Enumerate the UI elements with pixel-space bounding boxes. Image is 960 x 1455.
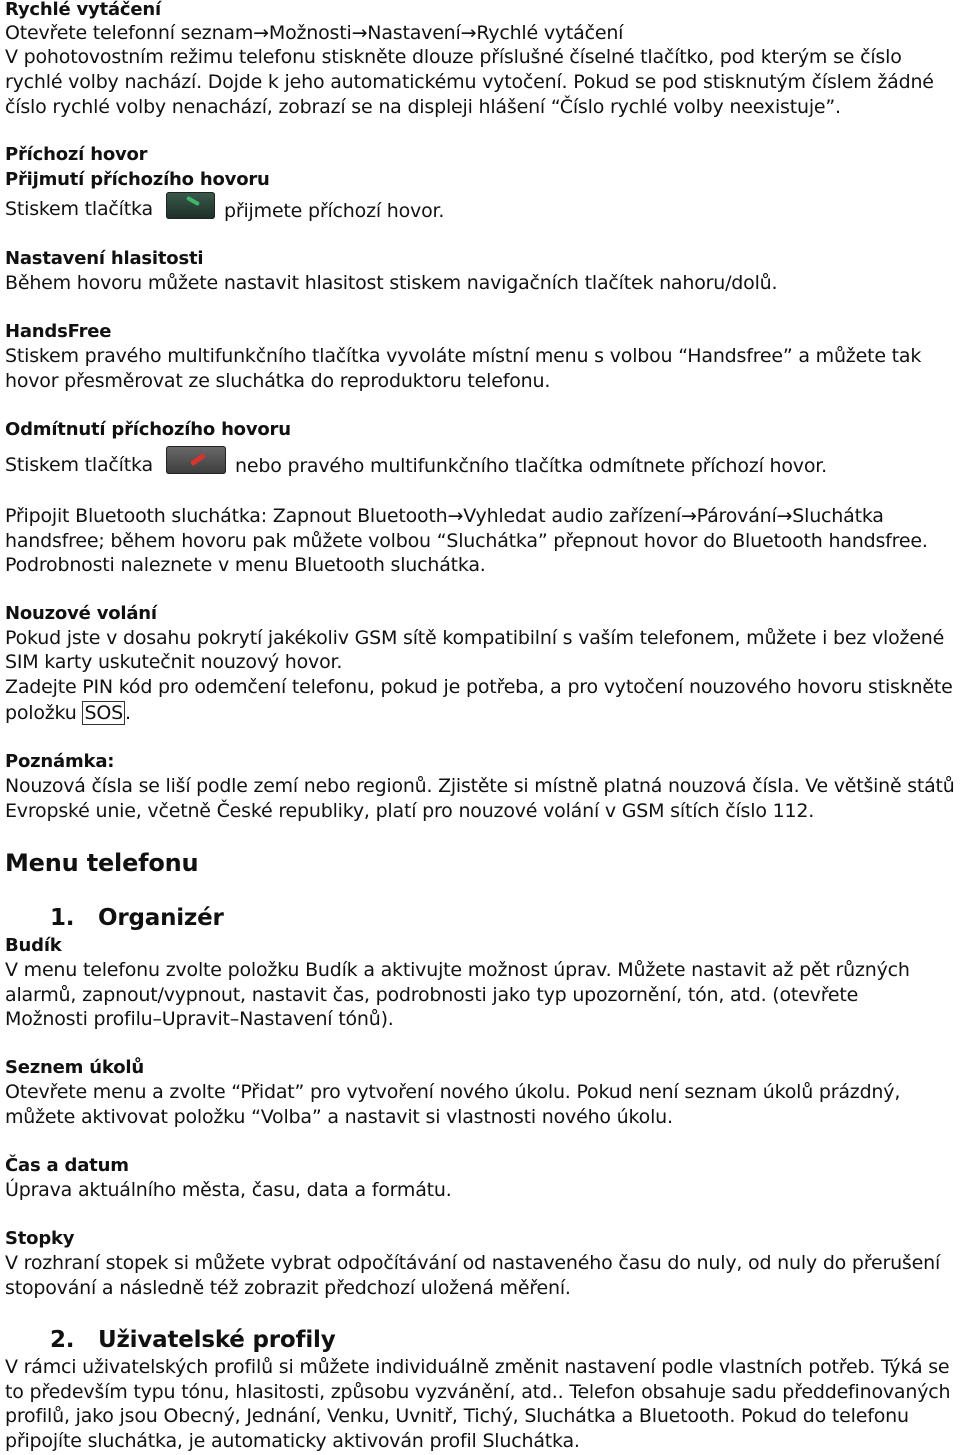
handsfree-line: Stiskem pravého multifunkčního tlačítka vyvoláte místní menu s volbou “Handsfree” a můžete tak [5,345,922,367]
stopwatch-line: stopování a následně též zobrazit předchozí uložená měření. [5,1277,571,1299]
handsfree-heading: HandsFree [5,321,112,342]
bluetooth-line: handsfree; během hovoru pak můžete volbou “Sluchátka” přepnout hovor do Bluetooth handsfree. [5,530,928,552]
speed-dial-line: V pohotovostním režimu telefonu stiskněte dlouze příslušné číselné tlačítko, pod kterým se číslo [5,46,902,68]
stopwatch-heading: Stopky [5,1228,75,1249]
profiles-line: připojíte sluchátka, je automaticky aktivován profil Sluchátka. [5,1430,580,1452]
call-reject-icon [166,446,226,474]
profiles-line: V rámci uživatelských profilů si můžete individuálně změnit nastavení podle vlastních potřeb. Týká se [5,1356,950,1378]
section-organizer-heading [50,903,224,933]
incoming-accept-text: přijmete příchozí hovor. [224,200,445,222]
emergency-last-prefix: položku [5,702,83,724]
alarm-line: alarmů, zapnout/vypnout, nastavit čas, podrobnosti jako typ upozornění, tón, atd. (otevřete [5,984,859,1006]
reject-heading: Odmítnutí příchozího hovoru [5,419,291,440]
speed-dial-line: rychlé volby nachází. Dojde k jeho automatickému vytočení. Pokud se pod stisknutým číslem žádné [5,71,934,93]
note-heading: Poznámka: [5,751,115,772]
sos-label: SOS [84,702,123,724]
stopwatch-line: V rozhraní stopek si můžete vybrat odpočítávání od nastaveného času do nuly, od nuly do přerušení [5,1252,941,1274]
call-accept-icon [166,192,215,219]
alarm-heading: Budík [5,935,62,956]
volume-text: Během hovoru můžete nastavit hlasitost stiskem navigačních tlačítek nahoru/dolů. [5,272,778,294]
alarm-line: V menu telefonu zvolte položku Budík a aktivujte možnost úprav. Můžete nastavit až pět různých [5,959,910,981]
emergency-line: Zadejte PIN kód pro odemčení telefonu, pokud je potřeba, a pro vytočení nouzového hovoru stiskněte [5,676,953,698]
profiles-line: to především typu tónu, hlasitosti, způsobu vyzvánění, atd.. Telefon obsahuje sadu předdefinovaných [5,1381,951,1403]
emergency-last-suffix: . [124,702,131,724]
section-number: 1. [50,905,75,931]
reject-text: nebo pravého multifunkčního tlačítka odmítnete příchozí hovor. [235,455,827,477]
profiles-line: profilů, jako jsou Obecný, Jednání, Venku, Uvnitř, Tichý, Sluchátka a Bluetooth. Pokud do telefonu [5,1405,909,1427]
emergency-line: Pokud jste v dosahu pokrytí jakékoliv GSM sítě kompatibilní s vaším telefonem, můžete i bez vložené [5,627,945,649]
note-line: Nouzová čísla se liší podle zemí nebo regionů. Zjistěte si místně platná nouzová čísla. Ve většině států [5,775,955,797]
emergency-heading: Nouzové volání [5,603,157,624]
speed-dial-line: číslo rychlé volby nenachází, zobrazí se na displeji hlášení “Číslo rychlé volby neexistuje”. [5,96,841,118]
emergency-line: SIM karty uskutečnit nouzový hovor. [5,651,343,673]
emergency-last-line [5,701,131,725]
incoming-heading: Příchozí hovor [5,144,148,165]
section-title: Uživatelské profily [98,1327,336,1353]
speed-dial-heading: Rychlé vytáčení [5,0,161,20]
bluetooth-line: Podrobnosti naleznete v menu Bluetooth sluchátka. [5,554,486,576]
handsfree-line: hovor přesměrovat ze sluchátka do reproduktoru telefonu. [5,370,551,392]
datetime-heading: Čas a datum [5,1155,129,1176]
incoming-subheading: Přijmutí příchozího hovoru [5,169,270,190]
section-title: Organizér [98,905,224,931]
tasks-line: můžete aktivovat položku “Volba” a nastavit si vlastnosti nového úkolu. [5,1106,673,1128]
bluetooth-line: Připojit Bluetooth sluchátka: Zapnout Bluetooth→Vyhledat audio zařízení→Párování→Sluchátka [5,505,884,527]
incoming-press-text: Stiskem tlačítka [5,198,153,220]
tasks-line: Otevřete menu a zvolte “Přidat” pro vytvoření nového úkolu. Pokud není seznam úkolů prázdný, [5,1081,901,1103]
menu-title: Menu telefonu [5,849,199,877]
volume-heading: Nastavení hlasitosti [5,248,204,269]
note-line: Evropské unie, včetně České republiky, platí pro nouzové volání v GSM sítích číslo 112. [5,800,815,822]
tasks-heading: Seznem úkolů [5,1057,144,1078]
speed-dial-line: Otevřete telefonní seznam→Možnosti→Nastavení→Rychlé vytáčení [5,22,624,44]
alarm-line: Možnosti profilu–Upravit–Nastavení tónů). [5,1008,394,1030]
datetime-text: Úprava aktuálního města, času, data a formátu. [5,1179,452,1201]
section-number: 2. [50,1327,75,1353]
section-profiles-heading [50,1325,336,1355]
reject-press-text: Stiskem tlačítka [5,454,153,476]
